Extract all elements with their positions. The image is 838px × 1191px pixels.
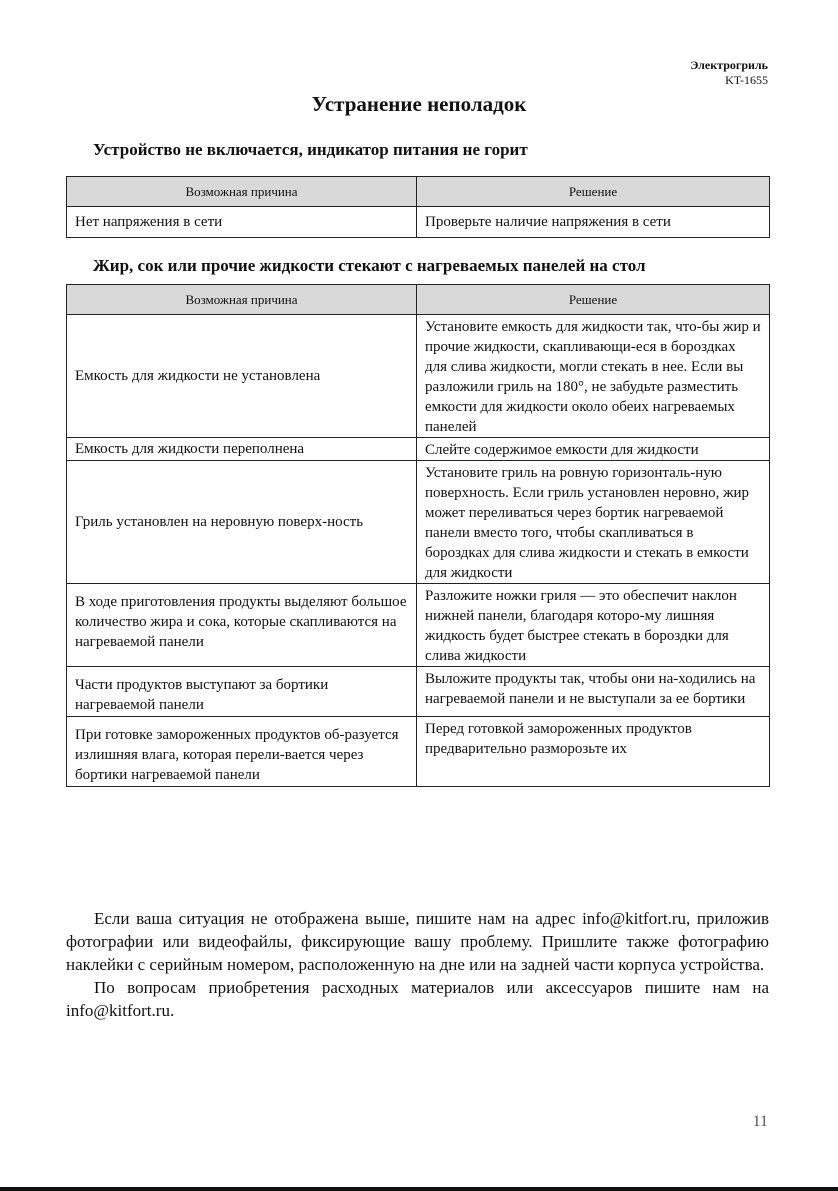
solution-cell: Проверьте наличие напряжения в сети: [417, 207, 770, 238]
accessories-paragraph: По вопросам приобретения расходных материалов или аксессуаров пишите нам на info@kitfort.ru.: [66, 978, 769, 1020]
table-row: [67, 315, 770, 438]
solution-cell: Выложите продукты так, чтобы они на-ходились на нагреваемой панели и не выступали за ее бортики: [417, 667, 770, 717]
cause-cell: Гриль установлен на неровную поверх-ность: [67, 461, 417, 584]
section-heading-power: Устройство не включается, индикатор питания не горит: [93, 140, 528, 159]
table-row: [67, 584, 770, 667]
contact-info: [66, 907, 769, 1022]
column-header-cause: Возможная причина: [67, 285, 417, 315]
cause-cell: При готовке замороженных продуктов об-разуется излишняя влага, которая перели-вается через бортики нагреваемой панели: [67, 717, 417, 787]
section-heading-leaking: Жир, сок или прочие жидкости стекают с нагреваемых панелей на стол: [93, 256, 646, 275]
cause-cell: Части продуктов выступают за бортики нагреваемой панели: [67, 667, 417, 717]
table-row: [67, 438, 770, 461]
product-header: [568, 58, 768, 88]
cause-cell: Емкость для жидкости переполнена: [67, 438, 417, 461]
solution-cell: Разложите ножки гриля — это обеспечит наклон нижней панели, благодаря которо-му лишняя жидкость будет быстрее стекать в бороздки для слива жидкости: [417, 584, 770, 667]
page-number: 11: [752, 1113, 768, 1130]
solution-cell: Установите гриль на ровную горизонталь-ную поверхность. Если гриль установлен неровно, жир может переливаться через бортик нагреваемой панели вместо того, чтобы скапливаться в бороздках для слива жидкости и стекать в емкости для жидкости: [417, 461, 770, 584]
cause-cell: В ходе приготовления продукты выделяют большое количество жира и сока, которые скапливаются на нагреваемой панели: [67, 584, 417, 667]
solution-cell: Перед готовкой замороженных продуктов предварительно разморозьте их: [417, 717, 770, 787]
table-row: [67, 461, 770, 584]
troubleshooting-table-power: [66, 176, 770, 238]
product-name: Электрогриль: [690, 58, 768, 72]
table-row: [67, 717, 770, 787]
contact-paragraph: Если ваша ситуация не отображена выше, пишите нам на адрес info@kitfort.ru, приложив фотографии или видеофайлы, фиксирующие вашу проблему. Пришлите также фотографию наклейки с серийным номером, расположенную на дне или на задней части корпуса устройства.: [66, 909, 769, 974]
page-bottom-border: [0, 1187, 838, 1191]
solution-cell: Слейте содержимое емкости для жидкости: [417, 438, 770, 461]
column-header-cause: Возможная причина: [67, 177, 417, 207]
table-header-row: [67, 285, 770, 315]
table-header-row: [67, 177, 770, 207]
solution-cell: Установите емкость для жидкости так, что-бы жир и прочие жидкости, скапливающи-еся в бороздках для слива жидкости, могли стекать в нее. Если вы разложили гриль на 180°, не забудьте разместить емкости для жидкости около обеих нагреваемых панелей: [417, 315, 770, 438]
product-model: KT-1655: [725, 73, 768, 87]
table-row: [67, 667, 770, 717]
page-title: Устранение неполадок: [311, 92, 527, 116]
cause-cell: Емкость для жидкости не установлена: [67, 315, 417, 438]
cause-cell: Нет напряжения в сети: [67, 207, 417, 238]
troubleshooting-table-leaking: [66, 284, 770, 787]
table-row: [67, 207, 770, 238]
column-header-solution: Решение: [417, 285, 770, 315]
column-header-solution: Решение: [417, 177, 770, 207]
